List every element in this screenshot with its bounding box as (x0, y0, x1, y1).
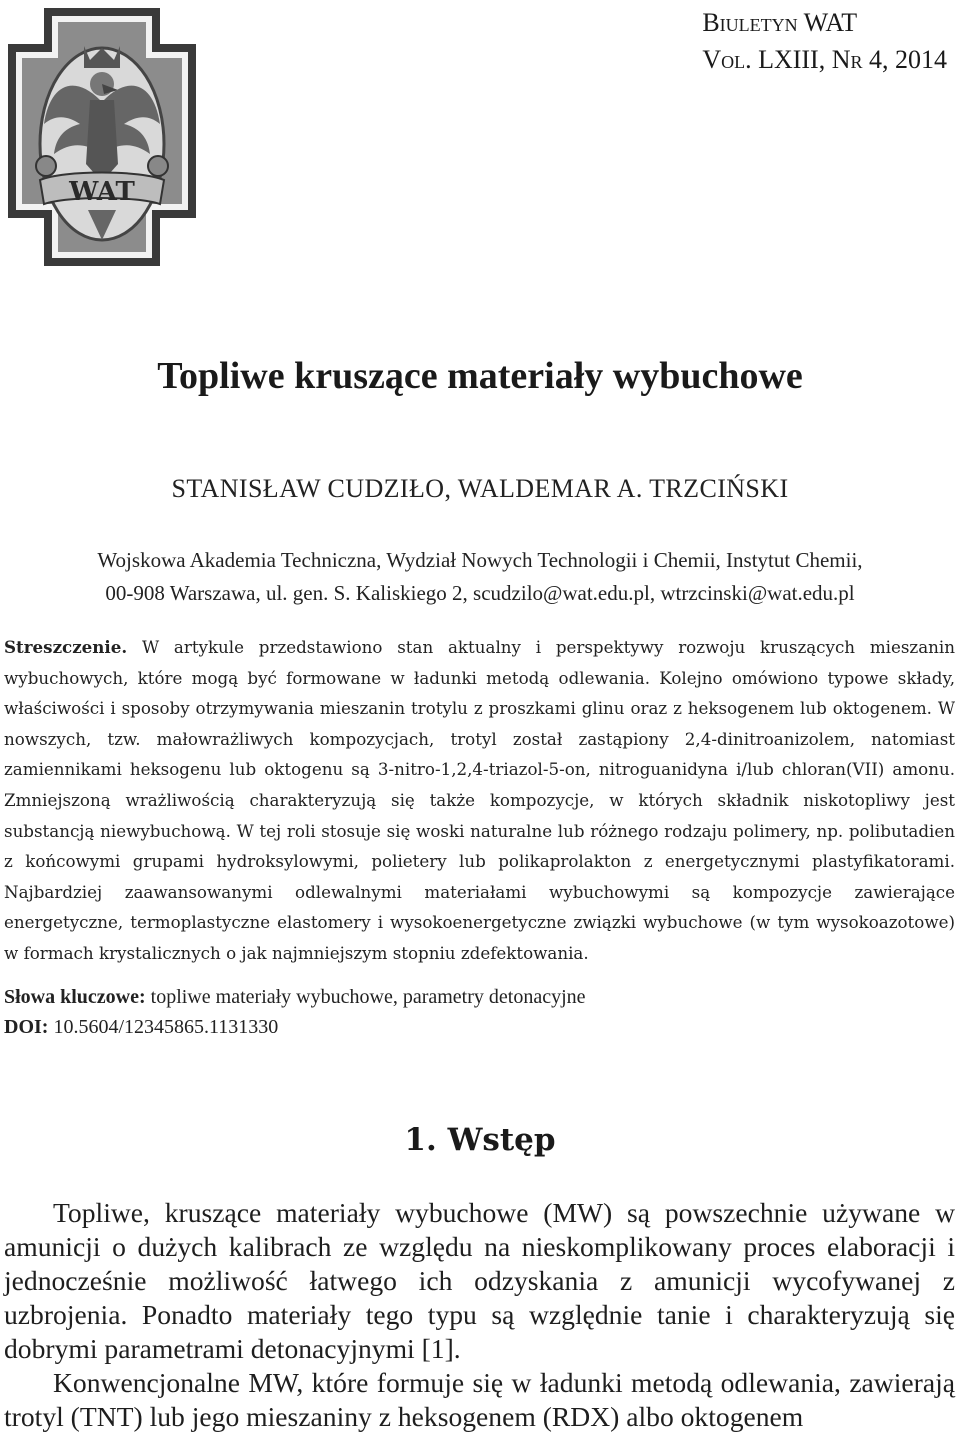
article-affiliation (0, 544, 960, 610)
doi-label: DOI: (4, 1016, 49, 1038)
doi-text: 10.5604/12345865.1131330 (48, 1016, 279, 1038)
journal-volume: Vol. LXIII, Nr 4, 2014 (702, 45, 947, 74)
paragraph: Konwencjonalne MW, które formuje się w ładunki metodą odlewania, zawierają trotyl (TNT) lub jego mieszaniny z heksogenem (RDX) albo oktogenem (4, 1367, 955, 1432)
doi (4, 1016, 278, 1039)
eagle-emblem-icon (4, 4, 200, 270)
keywords-text: topliwe materiały wybuchowe, parametry detonacyjne (145, 986, 586, 1008)
affiliation-line-2: 00-908 Warszawa, ul. gen. S. Kaliskiego 2, scudzilo@wat.edu.pl, wtrzcinski@wat.edu.pl (105, 581, 855, 605)
article-authors: STANISŁAW CUDZIŁO, WALDEMAR A. TRZCIŃSKI (171, 474, 789, 503)
abstract (4, 632, 955, 969)
abstract-label: Streszczenie. (4, 637, 128, 657)
section-heading: 1. Wstęp (404, 1122, 556, 1158)
keywords-label: Słowa kluczowe: (4, 986, 146, 1008)
paragraph: Topliwe, kruszące materiały wybuchowe (MW) są powszechnie używane w amunicji o dużych kalibrach ze względu na nieskomplikowany proces elaboracji i jednocześnie możliwość łatwego ich odzyskania z amunicji wycofywanej z uzbrojenia. Ponadto materiały tego typu są względnie tanie i charakteryzują się dobrymi parametrami detonacyjnymi [1]. (4, 1197, 955, 1364)
wat-logo (4, 4, 200, 270)
journal-name: Biuletyn WAT (702, 8, 858, 37)
journal-header (702, 4, 947, 78)
article-title: Topliwe kruszące materiały wybuchowe (157, 355, 803, 397)
logo-text: WAT (69, 177, 135, 207)
section-body (4, 1196, 955, 1434)
keywords (4, 986, 586, 1009)
abstract-text: W artykule przedstawiono stan aktualny i perspektywy rozwoju kruszących mieszanin wybuchowych, które mogą być formowane w ładunki metodą odlewania. Kolejno omówiono typowe składy, właściwości i sposoby otrzymywania mieszanin trotylu z proszkami glinu oraz z heksogenem lub oktogenem. W nowszych, tzw. małowrażliwych kompozycjach, trotyl został zastąpiony 2,4-dinitroanizolem, natomiast zamiennikami heksogenu lub oktogenu są 3-nitro-1,2,4-triazol-5-on, nitroguanidyna i/lub chloran(VII) amonu. Zmniejszoną wrażliwością charakteryzują się także kompozycje, w których składnik niskotopliwy jest substancją niewybuchową. W tej roli stosuje się woski naturalne lub różnego rodzaju polimery, np. polibutadien z końcowymi grupami hydroksylowymi, polietery lub polikaprolakton z energetycznymi plastyfikatorami. Najbardziej zaawansowanymi odlewalnymi materiałami wybuchowymi są kompozycje zawierające energetyczne, termoplastyczne elastomery i wysokoenergetyczne związki wybuchowe (w tym wysokoazotowe) w formach krystalicznych o jak najmniejszym stopniu zdefektowania. (4, 637, 955, 963)
affiliation-line-1: Wojskowa Akademia Techniczna, Wydział Nowych Technologii i Chemii, Instytut Chemii, (97, 548, 863, 572)
